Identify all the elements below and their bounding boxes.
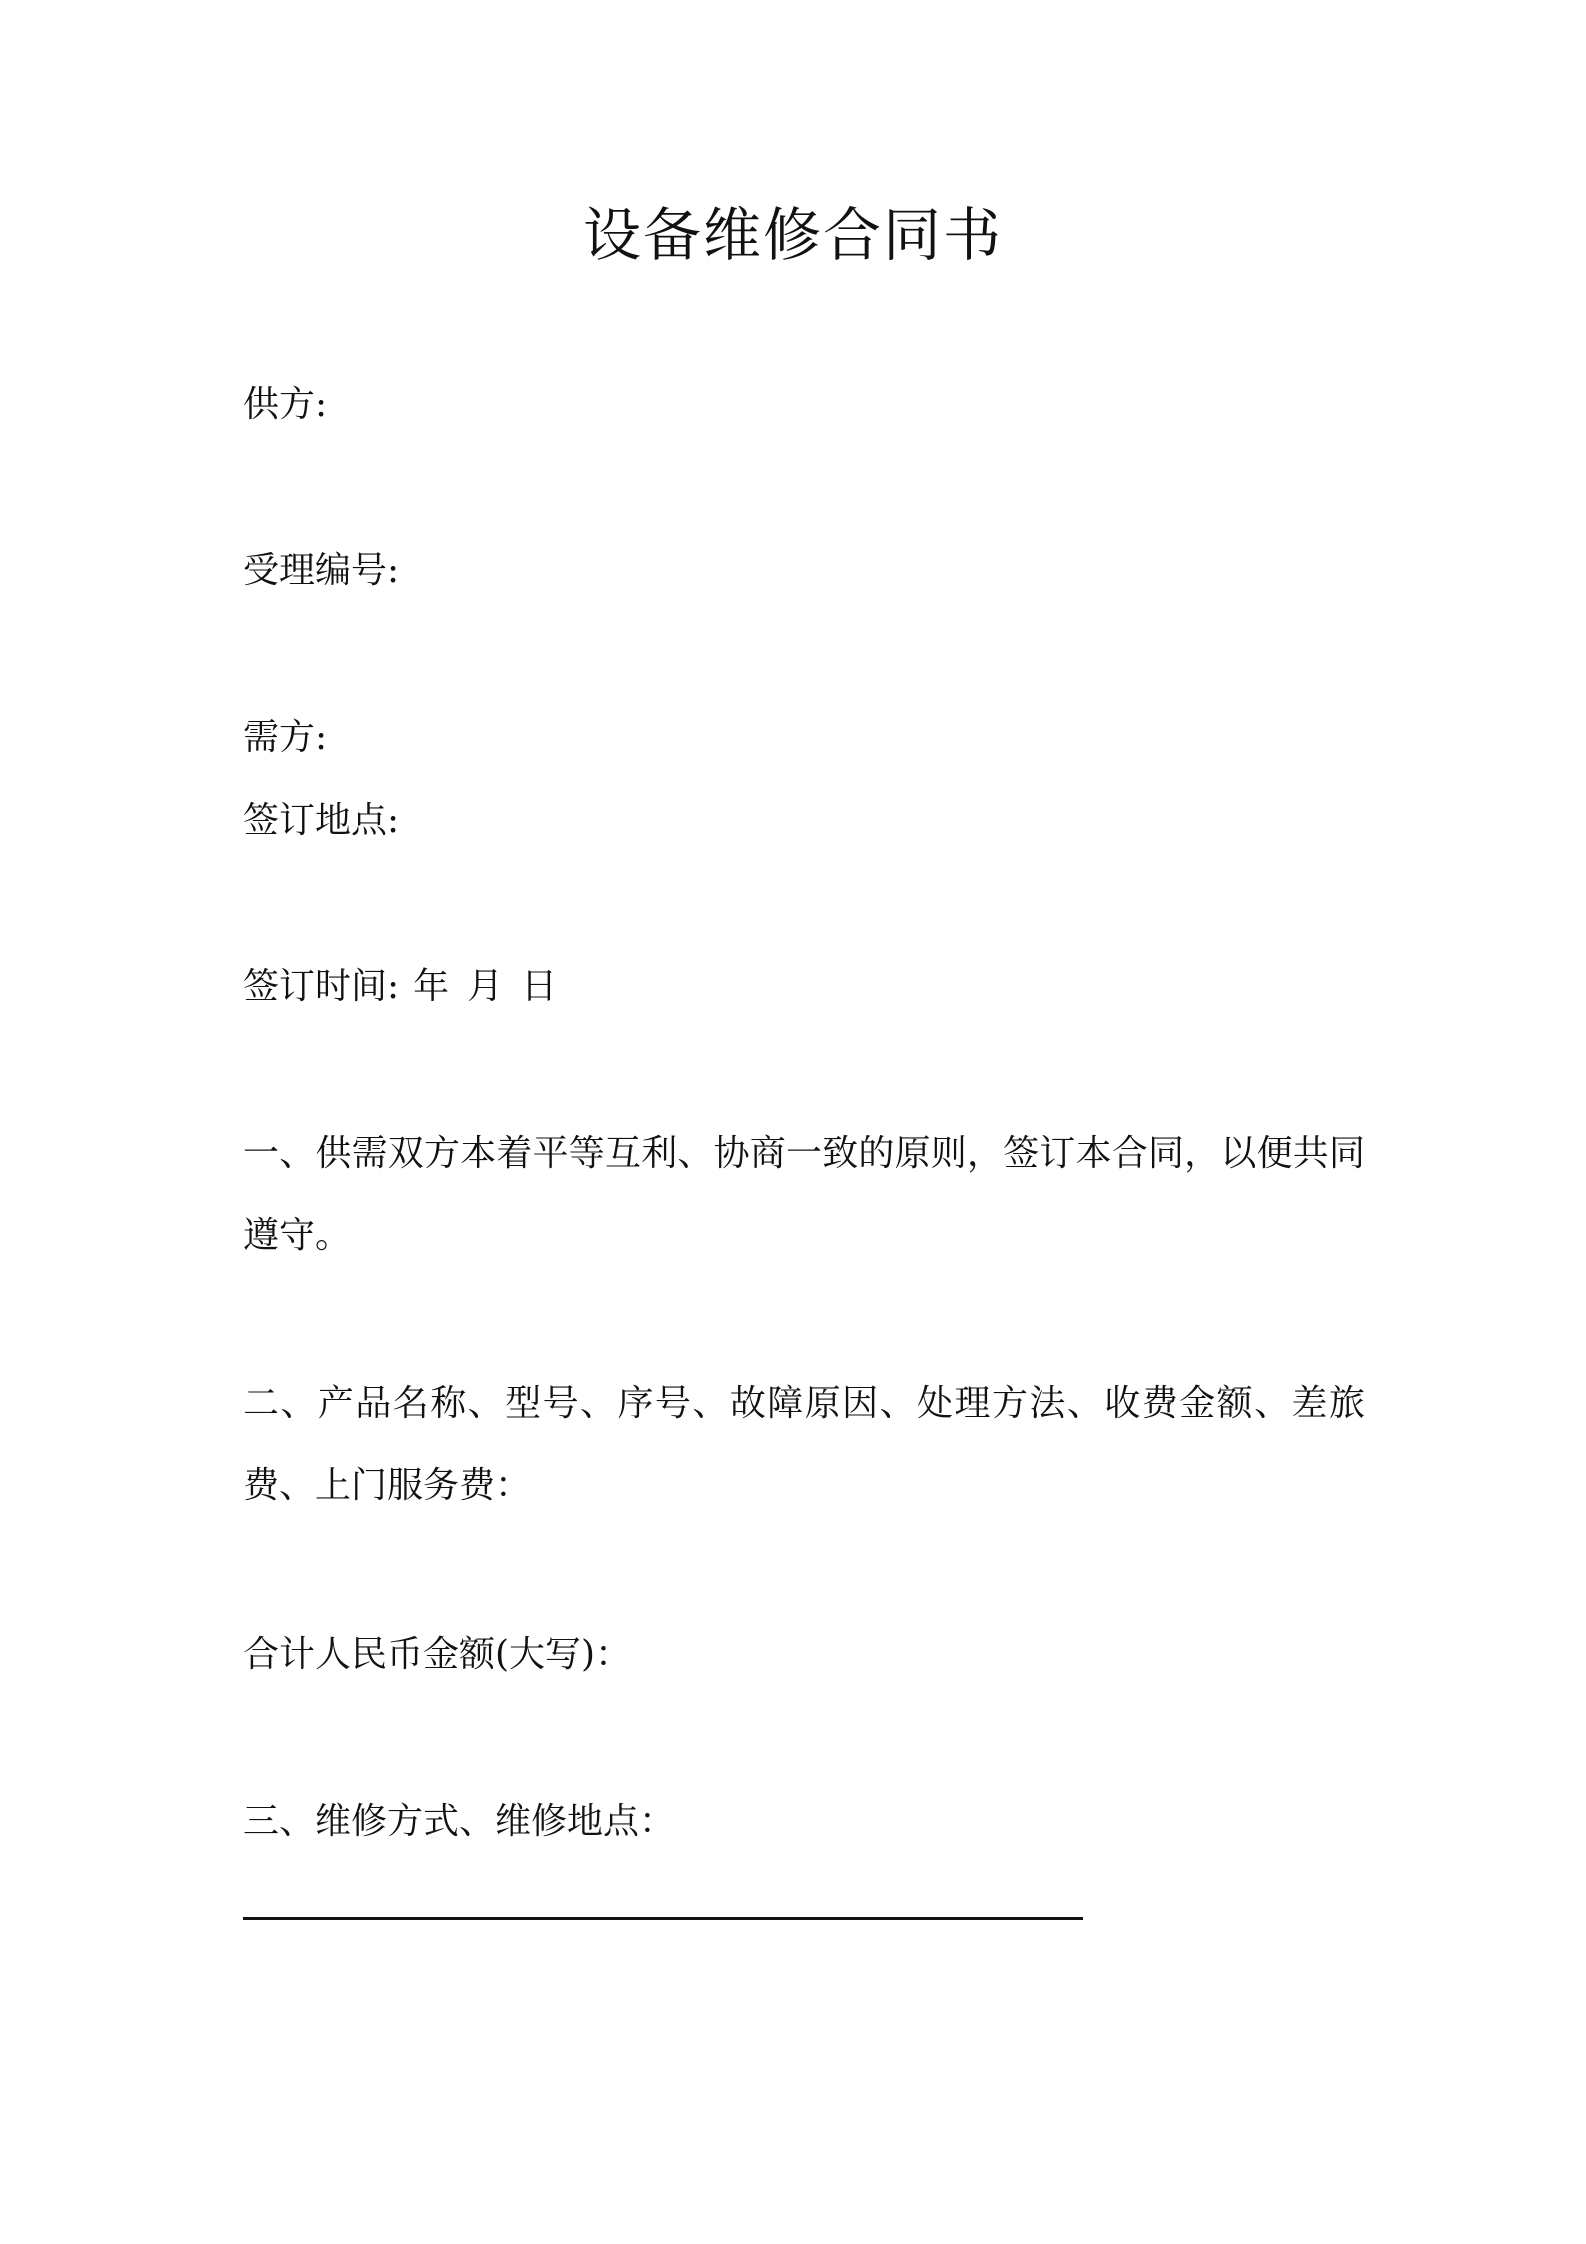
total-amount-label: 合计人民币金额(大写)：: [243, 1634, 632, 1675]
clause-one: 一、供需双方本着平等互利、协商一致的原则，签订本合同，以便共同遵守。: [243, 1133, 1365, 1256]
signing-time-line: [243, 962, 557, 1012]
month-label: 月: [467, 966, 504, 1007]
signing-time-label: 签订时间:: [243, 966, 400, 1007]
buyer-label: 需方:: [243, 717, 328, 758]
fill-in-underline: [243, 1917, 1083, 1920]
year-label: 年: [413, 966, 450, 1007]
clause-two: 二、产品名称、型号、序号、故障原因、处理方法、收费金额、差旅费、上门服务费：: [243, 1383, 1365, 1506]
signing-place-label: 签订地点:: [243, 800, 400, 841]
document-title: 设备维修合同书: [582, 201, 1003, 269]
supplier-label: 供方:: [243, 384, 328, 425]
acceptance-number-label: 受理编号:: [243, 550, 400, 591]
clause-three: 三、维修方式、维修地点：: [243, 1801, 676, 1842]
day-label: 日: [521, 966, 558, 1007]
